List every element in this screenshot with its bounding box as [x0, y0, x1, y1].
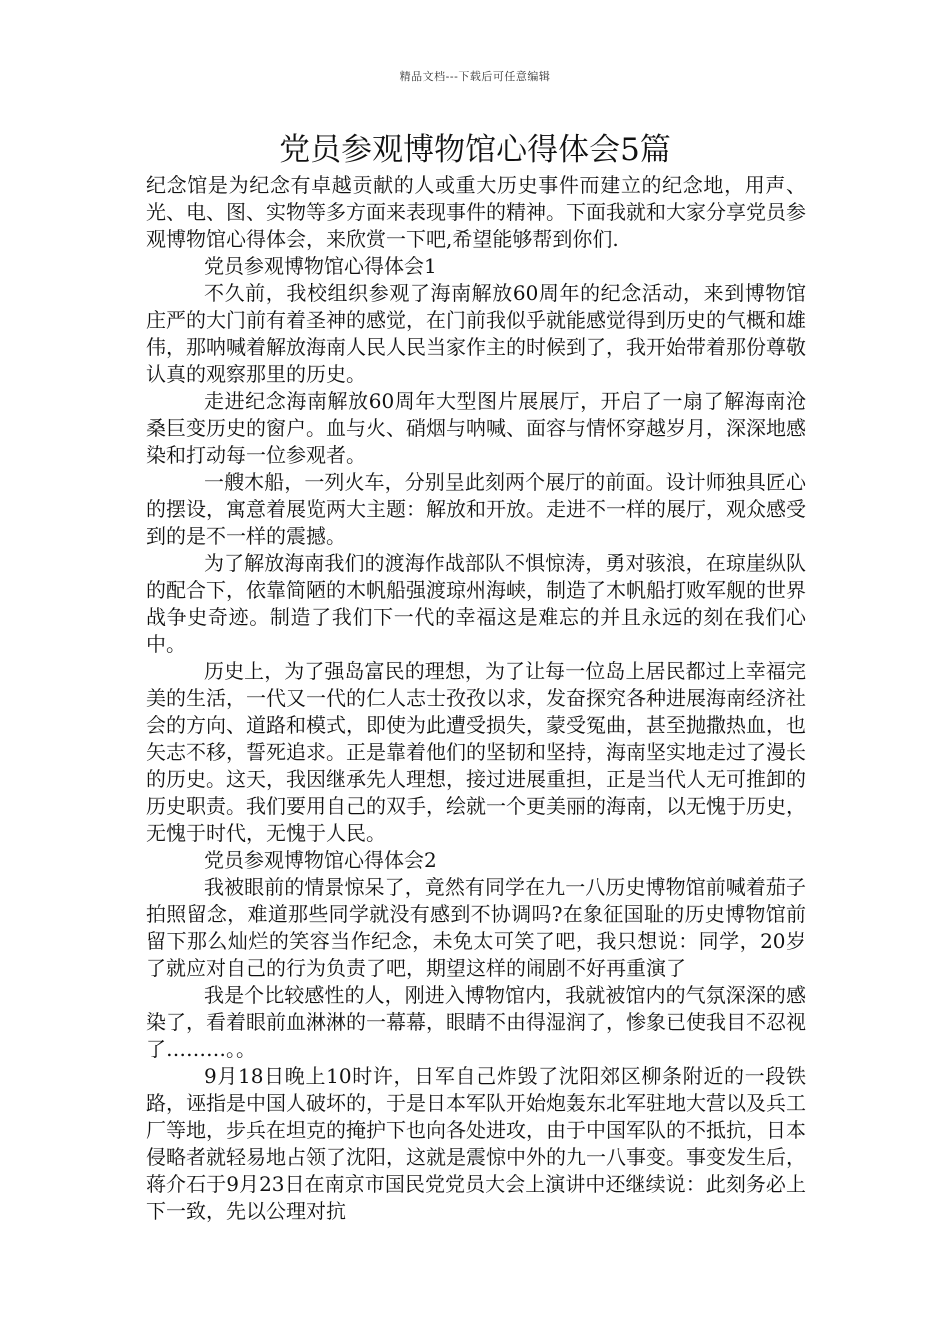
paragraph: 纪念馆是为纪念有卓越贡献的人或重大历史事件而建立的纪念地，用声、光、电、图、实物等多方面来表现事件的精神。下面我就和大家分享党员参观博物馆心得体会，来欣赏一下吧,希望能够帮到你们. [146, 173, 806, 251]
paragraph: 不久前，我校组织参观了海南解放60周年的纪念活动，来到博物馆庄严的大门前有着圣神的感觉，在门前我似乎就能感觉得到历史的气概和雄伟，那呐喊着解放海南人民人民当家作主的时候到了，我开始带着那份尊敬认真的观察那里的历史。 [146, 281, 806, 386]
document-body [146, 172, 806, 1225]
paragraph: 历史上，为了强岛富民的理想，为了让每一位岛上居民都过上幸福完美的生活，一代又一代的仁人志士孜孜以求，发奋探究各种进展海南经济社会的方向、道路和模式，即使为此遭受损失，蒙受冤曲，甚至抛撒热血，也矢志不移，誓死追求。正是靠着他们的坚韧和坚持，海南坚实地走过了漫长的历史。这天，我因继承先人理想，接过进展重担，正是当代人无可推卸的历史职责。我们要用自己的双手，绘就一个更美丽的海南，以无愧于历史，无愧于时代，无愧于人民。 [146, 659, 806, 845]
paragraph: 我是个比较感性的人，刚进入博物馆内，我就被馆内的气氛深深的感染了，看着眼前血淋淋的一幕幕，眼睛不由得湿润了，惨象已使我目不忍视了………。。 [146, 983, 806, 1061]
paragraph: 走进纪念海南解放60周年大型图片展展厅，开启了一扇了解海南沧桑巨变历史的窗户。血与火、硝烟与呐喊、面容与情怀穿越岁月，深深地感染和打动每一位参观者。 [146, 389, 806, 467]
paragraph: 一艘木船，一列火车，分别呈此刻两个展厅的前面。设计师独具匠心的摆设，寓意着展览两大主题：解放和开放。走进不一样的展厅，观众感受到的是不一样的震撼。 [146, 470, 806, 548]
paragraph: 为了解放海南我们的渡海作战部队不惧惊涛，勇对骇浪，在琼崖纵队的配合下，依靠简陋的木帆船强渡琼州海峡，制造了木帆船打败军舰的世界战争史奇迹。制造了我们下一代的幸福这是难忘的并且永远的刻在我们心中。 [146, 551, 806, 656]
paragraph: 我被眼前的情景惊呆了，竟然有同学在九一八历史博物馆前喊着茄子拍照留念，难道那些同学就没有感到不协调吗?在象征国耻的历史博物馆前留下那么灿烂的笑容当作纪念，未免太可笑了吧，我只想说：同学，20岁了就应对自己的行为负责了吧，期望这样的闹剧不好再重演了 [146, 875, 806, 980]
header-note: 精品文档---下载后可任意编辑 [399, 70, 551, 83]
paragraph: 党员参观博物馆心得体会2 [204, 848, 437, 872]
paragraph: 9月18日晚上10时许，日军自己炸毁了沈阳郊区柳条附近的一段铁路，诬指是中国人破坏的，于是日本军队开始炮轰东北军驻地大营以及兵工厂等地，步兵在坦克的掩护下也向各处进攻，由于中国军队的不抵抗，日本侵略者就轻易地占领了沈阳，这就是震惊中外的九一八事变。事变发生后，蒋介石于9月23日在南京市国民党党员大会上演讲中还继续说：此刻务必上下一致，先以公理对抗 [146, 1064, 806, 1223]
paragraph: 党员参观博物馆心得体会1 [204, 254, 437, 278]
document-title: 党员参观博物馆心得体会5篇 [279, 132, 671, 168]
